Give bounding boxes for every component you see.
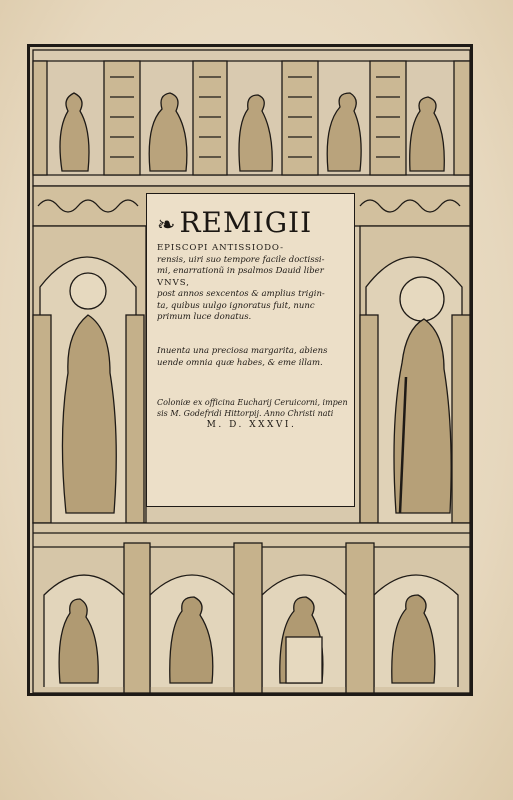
fleuron-ornament-icon: ❧ bbox=[157, 213, 177, 238]
history-line-1: post annos sexcentos & amplius trigin- bbox=[157, 289, 325, 300]
history-line-2: ta, quibus uulgo ignoratus fuit, nunc bbox=[157, 300, 315, 311]
publication-date: M. D. XXXVI. bbox=[206, 420, 297, 431]
motto-line-1: Inuenta una preciosa margarita, abiens bbox=[157, 346, 328, 357]
author-subtitle: EPISCOPI ANTISSIODO- bbox=[157, 243, 284, 253]
description-line-2: mi, enarrationũ in psalmos Dauid liber bbox=[157, 266, 324, 277]
book-number: VNVS, bbox=[157, 277, 190, 288]
history-line-3: primum luce donatus. bbox=[157, 312, 252, 323]
description-line-1: rensis, uiri suo tempore facile doctissi- bbox=[157, 254, 325, 265]
imprint-line-2: sis M. Godefridi Hittorpij. Anno Christi nati bbox=[157, 409, 334, 419]
book-title bbox=[157, 208, 346, 241]
motto-line-2: uende omnia quæ habes, & eme illam. bbox=[157, 357, 323, 368]
title-word: REMIGII bbox=[179, 206, 313, 239]
title-cartouche bbox=[146, 193, 355, 507]
imprint-line-1: Coloniæ ex officina Eucharij Ceruicorni, impen bbox=[157, 398, 348, 408]
